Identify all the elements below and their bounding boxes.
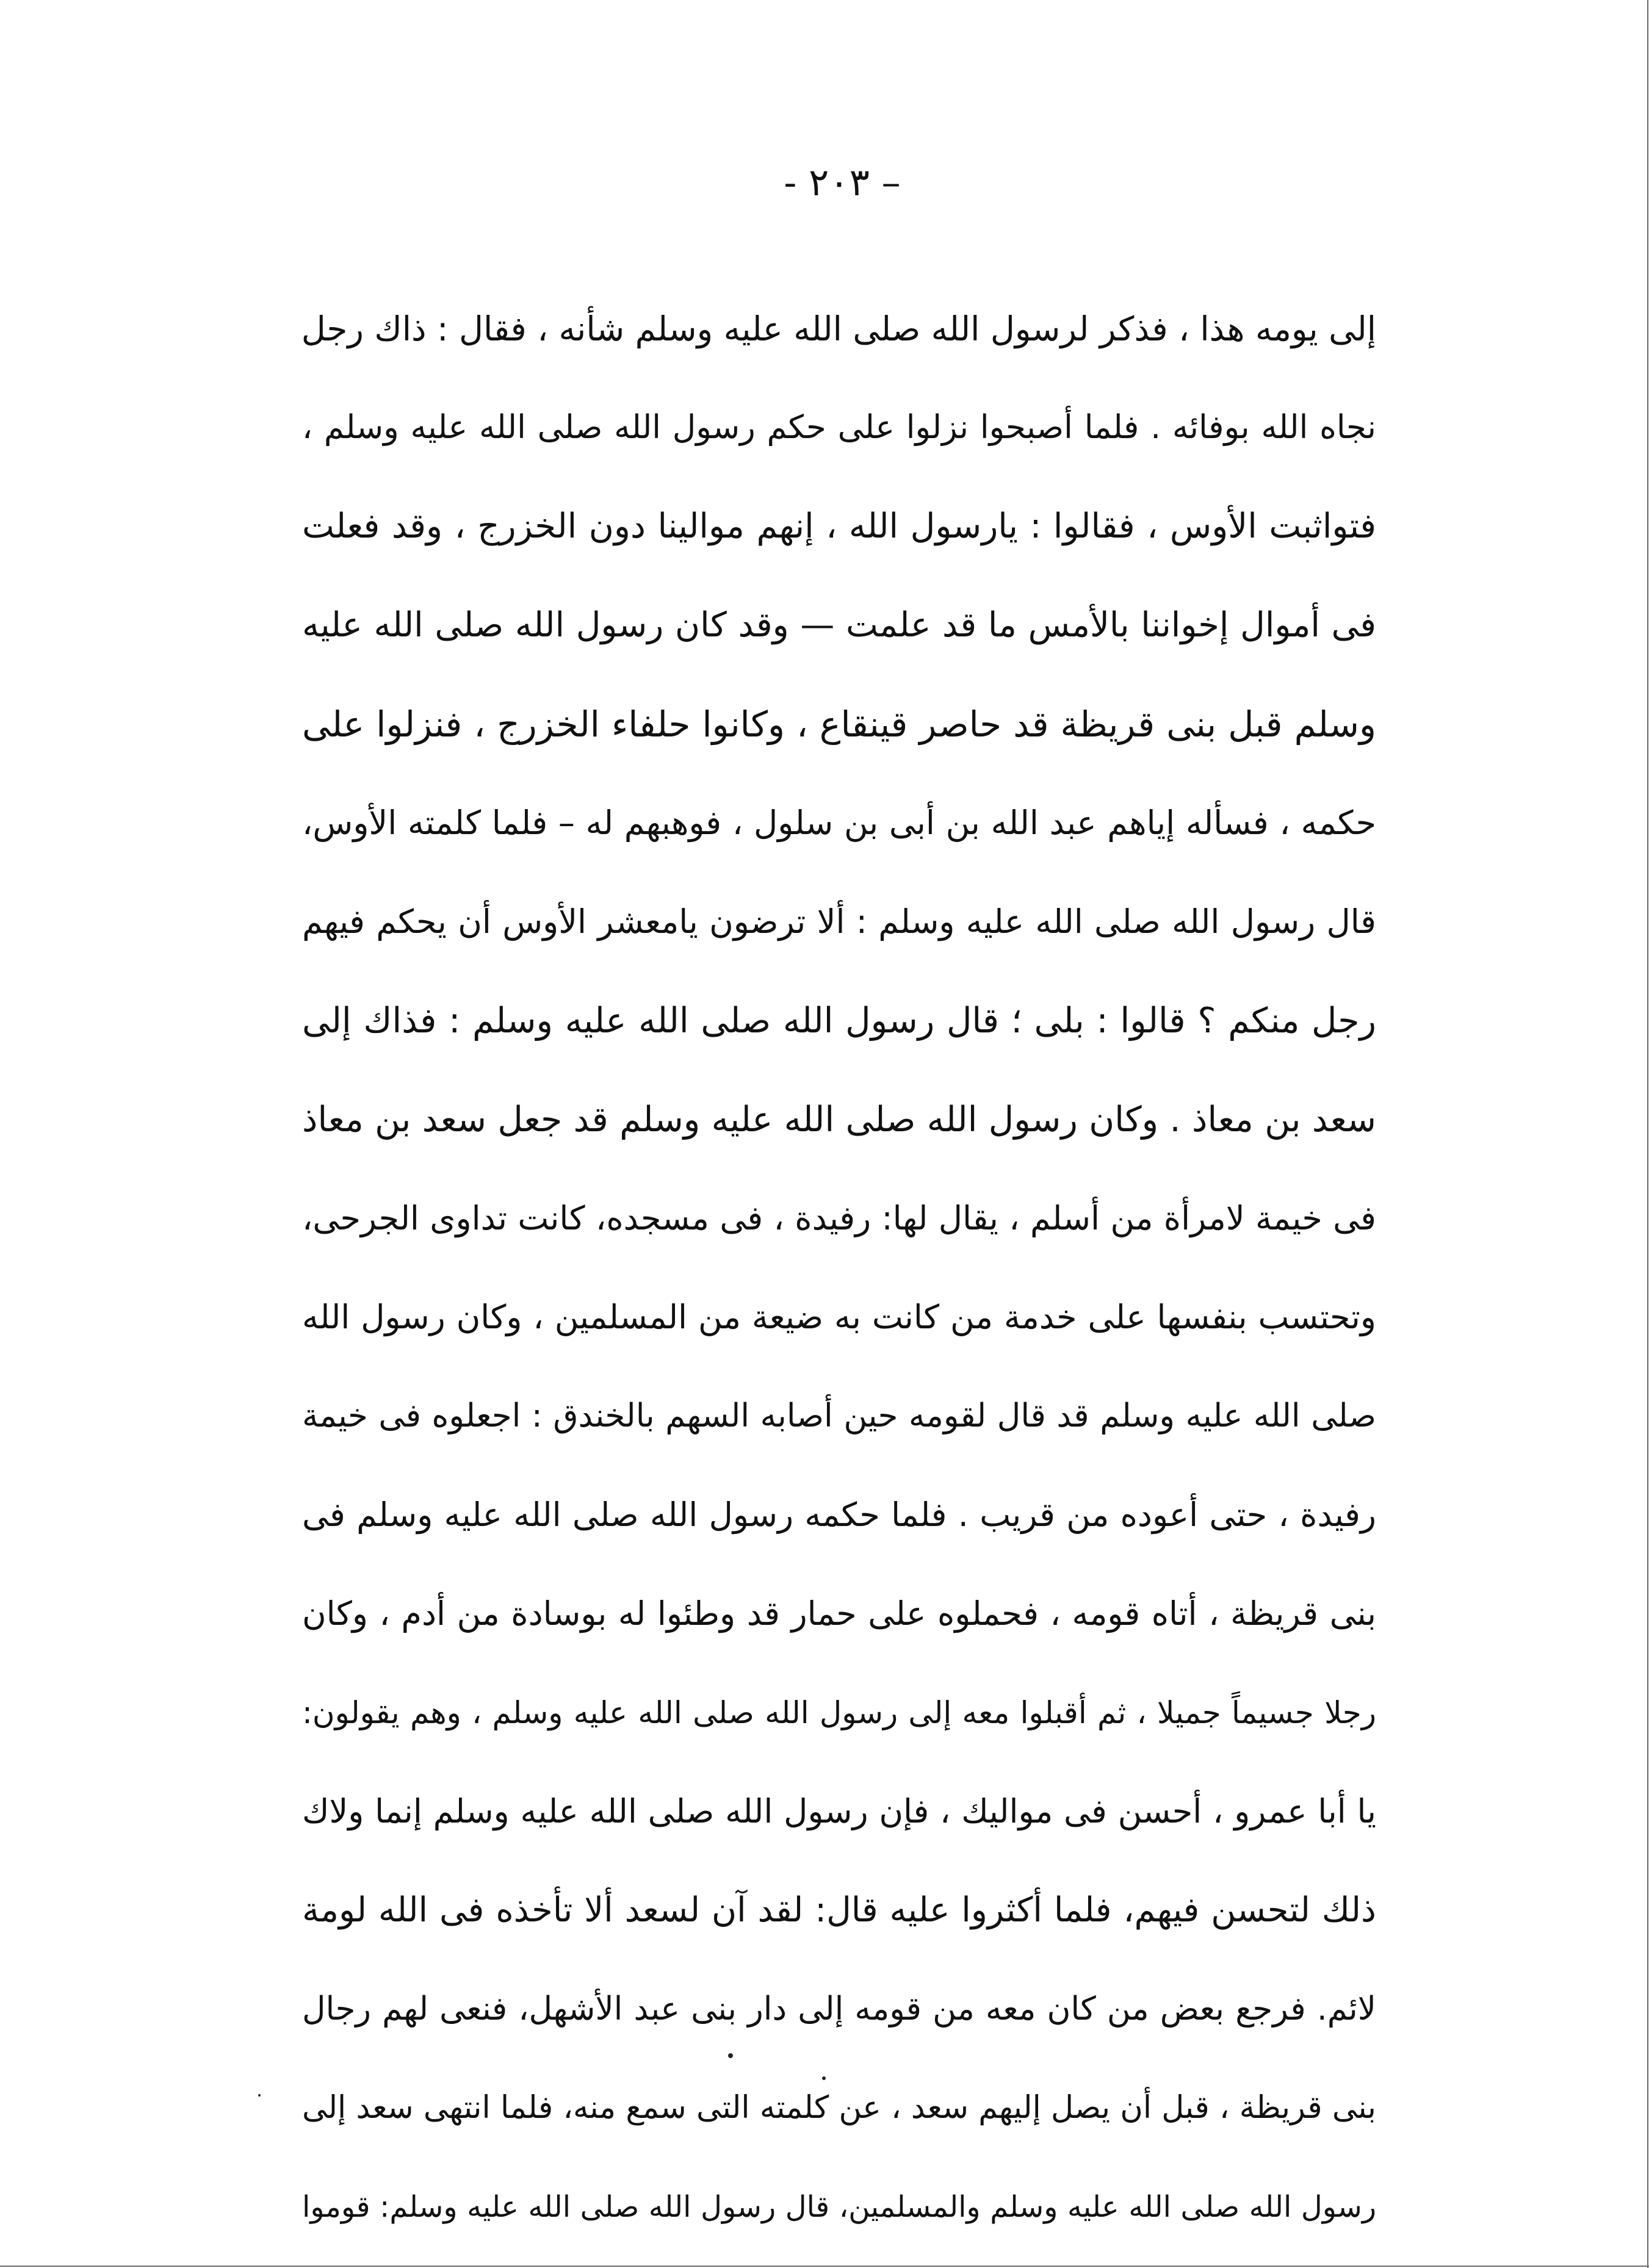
- text-line: حكمه ، فسأله إياهم عبد الله بن أبى بن سلول ، فوهبهم له – فلما كلمته الأوس،: [302, 804, 1376, 842]
- text-line: سعد بن معاذ . وكان رسول الله صلى الله عليه وسلم قد جعل سعد بن معاذ: [302, 1100, 1376, 1140]
- text-line: قال رسول الله صلى الله عليه وسلم : ألا ترضون يامعشر الأوس أن يحكم فيهم: [302, 902, 1376, 941]
- page-edge-right: [1647, 0, 1648, 2268]
- text-line: رفيدة ، حتى أعوده من قريب . فلما حكمه رسول الله صلى الله عليه وسلم فى: [302, 1496, 1376, 1534]
- text-line: نجاه الله بوفائه . فلما أصبحوا نزلوا على حكم رسول الله صلى الله عليه وسلم ،: [302, 409, 1376, 446]
- text-line: لائم. فرجع بعض من كان معه من قومه إلى دار بنى عبد الأشهل، فنعى لهم رجال: [302, 1990, 1376, 2028]
- body-text: [302, 279, 1376, 2256]
- text-line: فى أموال إخواننا بالأمس ما قد علمت — وقد كان رسول الله صلى الله عليه: [302, 605, 1376, 645]
- text-line: رجلا جسيماً جميلا ، ثم أقبلوا معه إلى رسول الله صلى الله عليه وسلم ، وهم يقولون:: [302, 1695, 1376, 1730]
- scan-speck: [728, 2053, 733, 2058]
- text-line: بنى قريظة ، أتاه قومه ، فحملوه على حمار قد وطئوا له بوسادة من أدم ، وكان: [302, 1594, 1376, 1633]
- page-edge-bottom: [0, 2266, 1649, 2267]
- text-line: فى خيمة لامرأة من أسلم ، يقال لها: رفيدة ، فى مسجده، كانت تداوى الجرحى،: [302, 1199, 1376, 1237]
- text-line: وسلم قبل بنى قريظة قد حاصر قينقاع ، وكانوا حلفاء الخزرج ، فنزلوا على: [302, 704, 1376, 745]
- text-line: يا أبا عمرو ، أحسن فى مواليك ، فإن رسول الله صلى الله عليه وسلم إنما ولاك: [302, 1792, 1376, 1831]
- text-line: فتواثبت الأوس ، فقالوا : يارسول الله ، إنهم موالينا دون الخزرج ، وقد فعلت: [302, 506, 1376, 546]
- scan-speck: [258, 2094, 261, 2097]
- text-line: بنى قريظة ، قبل أن يصل إليهم سعد ، عن كلمته التى سمع منه، فلما انتهى سعد إلى: [302, 2090, 1376, 2126]
- text-line: رسول الله صلى الله عليه وسلم والمسلمين، قال رسول الله صلى الله عليه وسلم: قوموا: [302, 2190, 1376, 2224]
- scan-speck: [822, 2076, 826, 2080]
- text-line: ذلك لتحسن فيهم، فلما أكثروا عليه قال: لقد آن لسعد ألا تأخذه فى الله لومة: [302, 1890, 1376, 1930]
- text-line: إلى يومه هذا ، فذكر لرسول الله صلى الله عليه وسلم شأنه ، فقال : ذاك رجل: [301, 309, 1376, 348]
- text-line: صلى الله عليه وسلم قد قال لقومه حين أصابه السهم بالخندق : اجعلوه فى خيمة: [302, 1397, 1376, 1435]
- text-line: رجل منكم ؟ قالوا : بلى ؛ قال رسول الله صلى الله عليه وسلم : فذاك إلى: [302, 1001, 1376, 1041]
- page-number: – ٢٠٣ -: [784, 160, 901, 204]
- text-line: وتحتسب بنفسها على خدمة من كانت به ضيعة من المسلمين ، وكان رسول الله: [302, 1298, 1376, 1336]
